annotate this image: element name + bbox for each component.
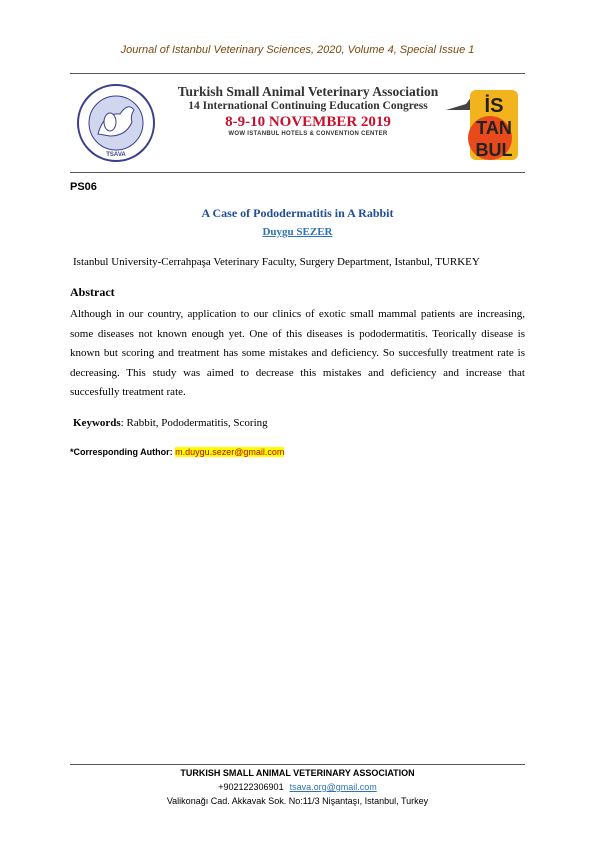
city-logo-line2: TAN — [476, 118, 512, 138]
footer-contact — [0, 782, 595, 792]
footer-phone: +902122306901 — [218, 782, 284, 792]
journal-header: Journal of Istanbul Veterinary Sciences, 2020, Volume 4, Special Issue 1 — [120, 44, 475, 56]
keywords-label: Keywords — [73, 417, 121, 429]
congress-banner — [72, 82, 524, 164]
tsava-logo-text: TSAVA — [106, 152, 126, 158]
paper-title: A Case of Pododermatitis in A Rabbit — [201, 206, 394, 220]
footer-rule — [70, 764, 525, 765]
footer-website-link[interactable]: tsava.org@gmail.com — [289, 782, 377, 792]
banner-text — [168, 84, 448, 137]
banner-subtitle: 14 International Continuing Education Congress — [188, 100, 428, 112]
abstract-heading: Abstract — [70, 285, 115, 299]
keywords-list: : Rabbit, Pododermatitis, Scoring — [120, 417, 268, 429]
tsava-seal-icon — [72, 82, 160, 164]
corresponding-email[interactable]: m.duygu.sezer@gmail.com — [175, 447, 285, 457]
abstract-body: Although in our country, application to our clinics of exotic small mammal patients are increasing, some diseases not known enough yet. One of this diseases is pododermatitis. Teorically disease is known but scoring and treatment has some mistakes and deficiency. So succesfully treatment rate is decreasing. This study was aimed to decrease this mistakes and deficiency and increase that succesfully treatment rate. — [70, 308, 525, 398]
banner-venue: WOW ISTANBUL HOTELS & CONVENTION CENTER — [228, 131, 388, 137]
corresponding-author — [70, 447, 284, 457]
city-logo-line3: BUL — [475, 140, 513, 160]
banner-title: Turkish Small Animal Veterinary Association — [177, 84, 439, 99]
city-logo-line1: İS — [484, 95, 504, 117]
paper-author[interactable]: Duygu SEZER — [262, 226, 333, 238]
footer-address: Valikonağı Cad. Akkavak Sok. No:11/3 Nişantaşı, Istanbul, Turkey — [166, 796, 429, 806]
banner-date: 8-9-10 NOVEMBER 2019 — [225, 114, 391, 130]
paper-affiliation: Istanbul University-Cerrahpaşa Veterinary Faculty, Surgery Department, Istanbul, TURKEY — [73, 256, 480, 268]
footer-org: TURKISH SMALL ANIMAL VETERINARY ASSOCIATION — [180, 768, 415, 778]
corresponding-label: *Corresponding Author: — [70, 447, 173, 457]
istanbul-logo-icon — [444, 82, 524, 164]
banner-rule — [70, 172, 525, 173]
paper-code: PS06 — [70, 181, 97, 193]
header-rule — [70, 73, 525, 74]
keywords — [73, 417, 523, 429]
